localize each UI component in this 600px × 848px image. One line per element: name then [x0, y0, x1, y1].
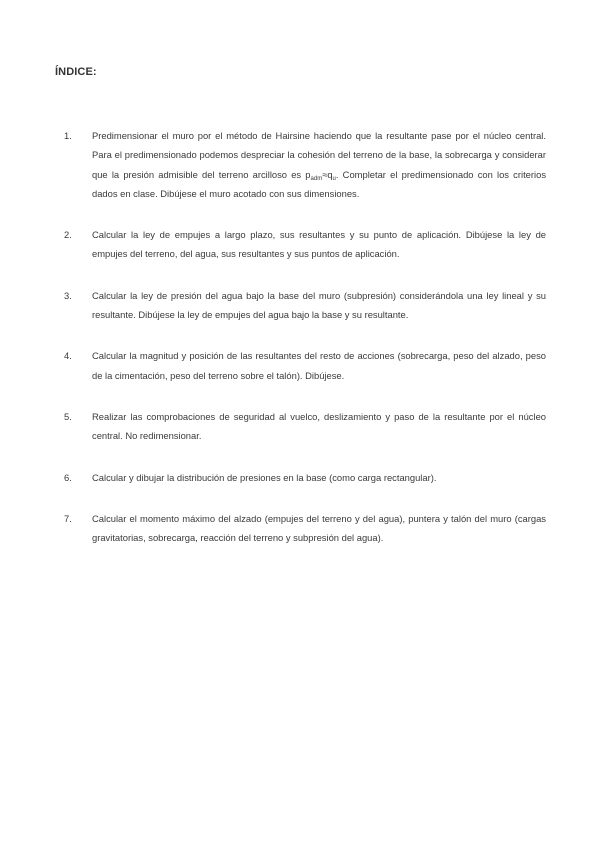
- item-text: [92, 126, 546, 203]
- item-number: 4.: [64, 350, 72, 362]
- list-item: [0, 509, 600, 548]
- item-text: Calcular la ley de presión del agua bajo la base del muro (subpresión) considerándola una ley lineal y su resultante. Dibújese la ley de empujes del agua bajo la base y su resultante.: [92, 289, 546, 321]
- subscript-adm: adm: [310, 175, 323, 182]
- item-text: Calcular y dibujar la distribución de presiones en la base (como carga rectangular).: [92, 471, 437, 483]
- task-list: [0, 126, 600, 569]
- list-item: [0, 225, 600, 264]
- item-text: Calcular el momento máximo del alzado (empujes del terreno y del agua), puntera y talón del muro (cargas gravitatorias, sobrecarga, reacción del terreno y subpresión del agua).: [92, 512, 546, 544]
- item-number: 2.: [64, 229, 72, 241]
- list-item: [0, 126, 600, 203]
- item-text: Realizar las comprobaciones de seguridad al vuelco, deslizamiento y paso de la resultante por el núcleo central. No redimensionar.: [92, 410, 546, 442]
- item-number: 3.: [64, 289, 72, 301]
- item-number: 7.: [64, 512, 72, 524]
- item-text: Calcular la ley de empujes a largo plazo, sus resultantes y su punto de aplicación. Dibújese la ley de empujes del terreno, del agua, sus resultantes y sus puntos de aplicación.: [92, 229, 546, 260]
- item-number: 5.: [64, 410, 72, 422]
- item-text: Calcular la magnitud y posición de las resultantes del resto de acciones (sobrecarga, peso del alzado, peso de la cimentación, peso del terreno sobre el talón). Dibújese.: [92, 350, 546, 381]
- list-item: [0, 346, 600, 385]
- list-item: [0, 407, 600, 446]
- index-heading: ÍNDICE:: [55, 66, 97, 78]
- item-text-after: . Completar el predimensionado con los criterios dados en clase. Dibújese el muro acotado con sus dimensiones.: [92, 168, 547, 199]
- subscript-u: u: [332, 175, 336, 182]
- item-text-before: Predimensionar el muro por el método de Hairsine haciendo que la resultante pase por el núcleo central. Para el predimensionado podemos despreciar la cohesión del terreno de la base, la sobrecarga y considerar que la presión admisible del terreno arcilloso es p: [92, 130, 546, 180]
- list-item: [0, 286, 600, 325]
- item-number: 1.: [64, 130, 72, 141]
- list-item: [0, 468, 600, 487]
- item-number: 6.: [64, 471, 72, 483]
- item-text-middle: ≈q: [322, 168, 333, 180]
